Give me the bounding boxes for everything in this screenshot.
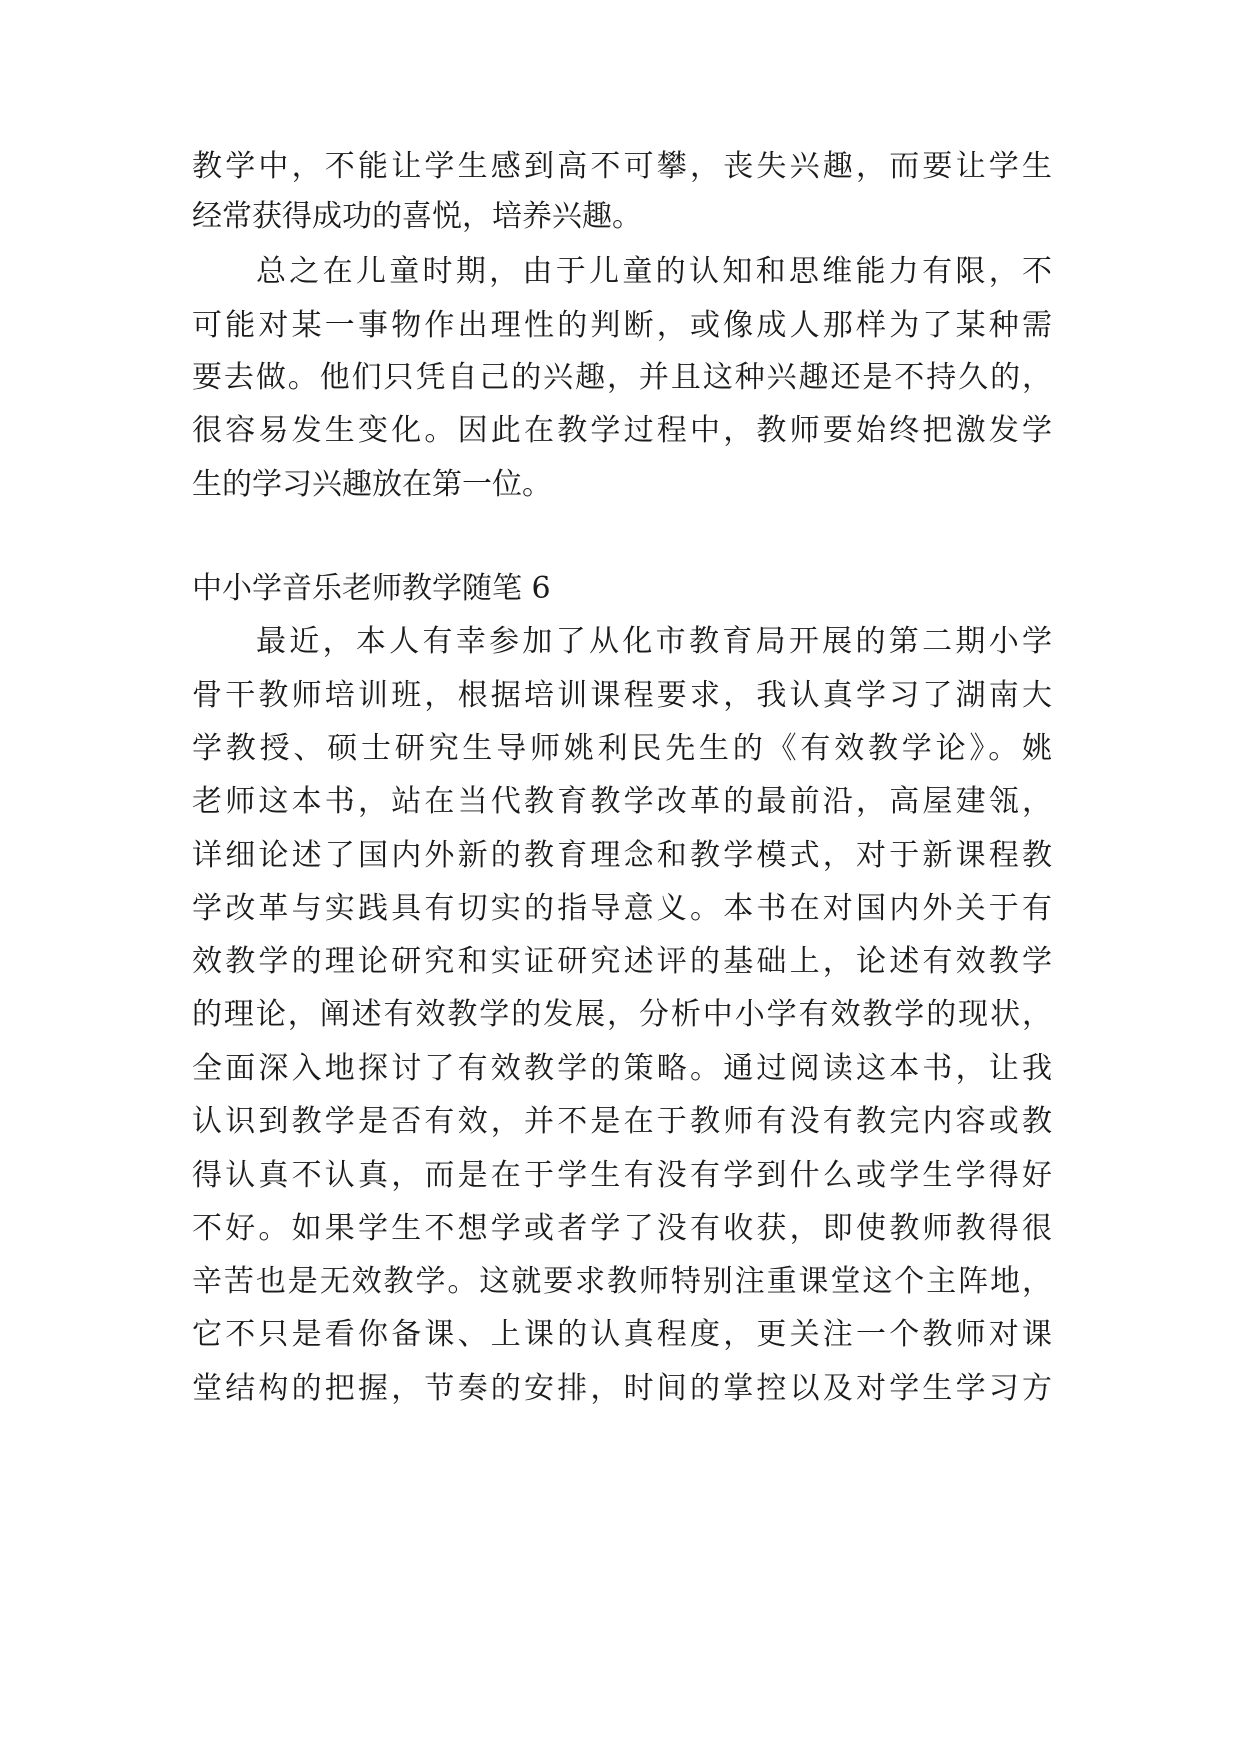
paragraph-3-line-8: 的理论，阐述有效教学的发展，分析中小学有效教学的现状，: [192, 997, 1052, 1032]
paragraph-3-line-12: 不好。如果学生不想学或者学了没有收获，即使教师教得很: [192, 1211, 1052, 1246]
paragraph-3-line-11: 得认真不认真，而是在于学生有没有学到什么或学生学得好: [192, 1158, 1052, 1193]
section-heading: 中小学音乐老师教学随笔 6: [192, 571, 551, 606]
paragraph-3-line-10: 认识到教学是否有效，并不是在于教师有没有教完内容或教: [192, 1104, 1052, 1139]
paragraph-1-line-2: 经常获得成功的喜悦，培养兴趣。: [192, 199, 642, 234]
paragraph-2-line-3: 要去做。他们只凭自己的兴趣，并且这种兴趣还是不持久的，: [192, 360, 1052, 395]
paragraph-3-line-14: 它不只是看你备课、上课的认真程度，更关注一个教师对课: [192, 1317, 1052, 1352]
paragraph-3-line-4: 老师这本书，站在当代教育教学改革的最前沿，高屋建瓴，: [192, 784, 1052, 819]
paragraph-3-line-15: 堂结构的把握，节奏的安排，时间的掌控以及对学生学习方: [192, 1371, 1052, 1406]
paragraph-2-line-1: 总之在儿童时期，由于儿童的认知和思维能力有限，不: [256, 254, 1052, 289]
paragraph-2-line-4: 很容易发生变化。因此在教学过程中，教师要始终把激发学: [192, 413, 1052, 448]
paragraph-3-line-9: 全面深入地探讨了有效教学的策略。通过阅读这本书，让我: [192, 1051, 1052, 1086]
paragraph-3-line-7: 效教学的理论研究和实证研究述评的基础上，论述有效教学: [192, 944, 1052, 979]
paragraph-3-line-3: 学教授、硕士研究生导师姚利民先生的《有效教学论》。姚: [192, 731, 1052, 766]
paragraph-1-line-1: 教学中，不能让学生感到高不可攀，丧失兴趣，而要让学生: [192, 149, 1052, 184]
paragraph-3-line-2: 骨干教师培训班，根据培训课程要求，我认真学习了湖南大: [192, 678, 1052, 713]
paragraph-2-line-2: 可能对某一事物作出理性的判断，或像成人那样为了某种需: [192, 308, 1052, 343]
paragraph-3-line-13: 辛苦也是无效教学。这就要求教师特别注重课堂这个主阵地，: [192, 1264, 1052, 1299]
paragraph-3-line-6: 学改革与实践具有切实的指导意义。本书在对国内外关于有: [192, 891, 1052, 926]
paragraph-3-line-5: 详细论述了国内外新的教育理念和教学模式，对于新课程教: [192, 838, 1052, 873]
paragraph-2-line-5: 生的学习兴趣放在第一位。: [192, 467, 552, 502]
paragraph-3-line-1: 最近，本人有幸参加了从化市教育局开展的第二期小学: [256, 624, 1052, 659]
